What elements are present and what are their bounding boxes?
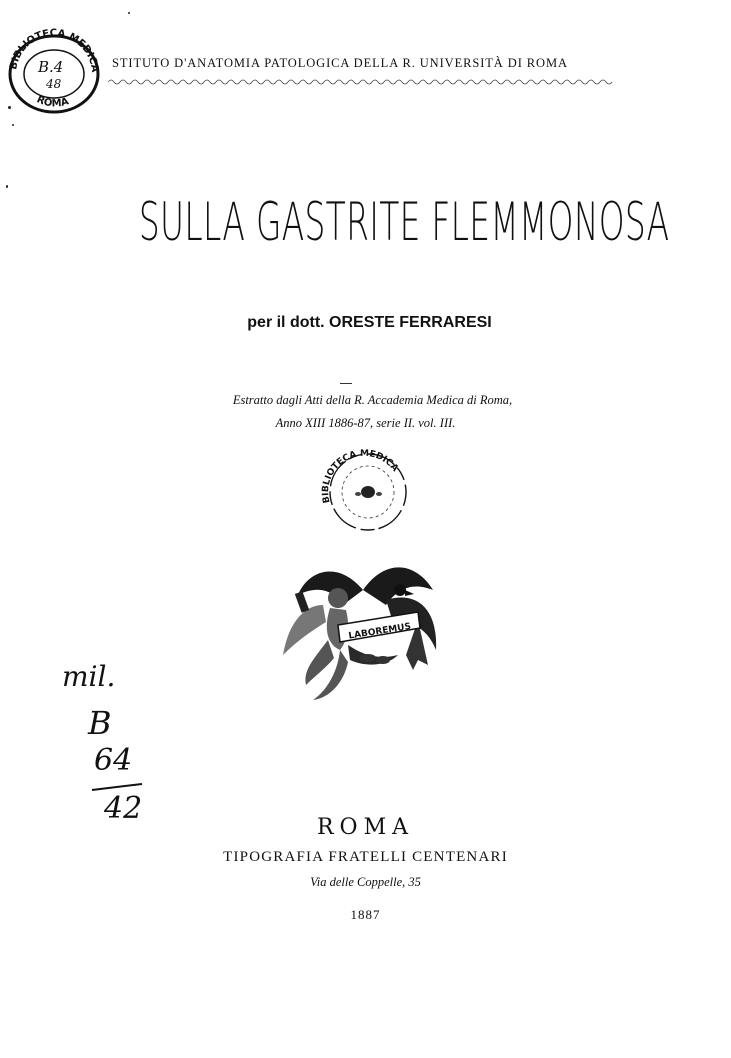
extract-line-2: Anno XIII 1886-87, serie II. vol. III. (275, 416, 456, 430)
wavy-rule (108, 78, 618, 86)
extract-line-1: Estratto dagli Atti della R. Accademia Medica di Roma, (232, 393, 513, 407)
library-stamp-middle (318, 448, 414, 534)
imprint-printer: TIPOGRAFIA FRATELLI CENTENARI (223, 849, 508, 865)
imprint-year: 1887 (350, 907, 381, 922)
library-stamp-top (4, 22, 104, 118)
handwritten-stroke (92, 784, 142, 790)
imprint-address: Via delle Coppelle, 35 (310, 875, 421, 889)
stamp-top-handwritten-1: B.4 (38, 58, 64, 76)
scan-speck (128, 12, 130, 14)
small-divider (340, 383, 352, 384)
handwritten-text-2: B (88, 704, 112, 742)
scan-speck (6, 185, 8, 188)
handwritten-text-4: 42 (104, 791, 143, 826)
institute-header: STITUTO D'ANATOMIA PATOLOGICA DELLA R. UNIVERSITÀ DI ROMA (112, 56, 568, 70)
stamp-middle-emblem-icon (355, 486, 382, 498)
scan-speck (8, 106, 11, 109)
torch-icon (295, 591, 309, 613)
stamp-top-ring-text: BIBLIOTECA MEDICA (8, 27, 101, 74)
handwritten-text-3: 64 (94, 743, 133, 778)
author-line: per il dott. ORESTE FERRARESI (247, 314, 492, 331)
stamp-top-bottom-text: ROMA (34, 94, 70, 110)
stamp-middle-ring-text: BIBLIOTECA MEDICA (321, 448, 400, 504)
handwritten-note-1 (60, 656, 150, 696)
banner-motto: LABOREMUS (347, 621, 412, 642)
scan-speck (12, 124, 14, 126)
cherub-icon (283, 588, 348, 700)
svg-text:BIBLIOTECA MEDICA (321, 449, 400, 504)
imprint-city: ROMA (316, 815, 414, 840)
handwritten-text-1: mil. (62, 660, 116, 693)
handwritten-note-3 (92, 738, 152, 782)
printer-mark-vignette (268, 550, 458, 710)
document-title: SULLA GASTRITE FLEMMONOSA (138, 192, 670, 253)
oak-branch-icon (348, 645, 398, 665)
stamp-top-handwritten-2: 48 (46, 77, 62, 91)
